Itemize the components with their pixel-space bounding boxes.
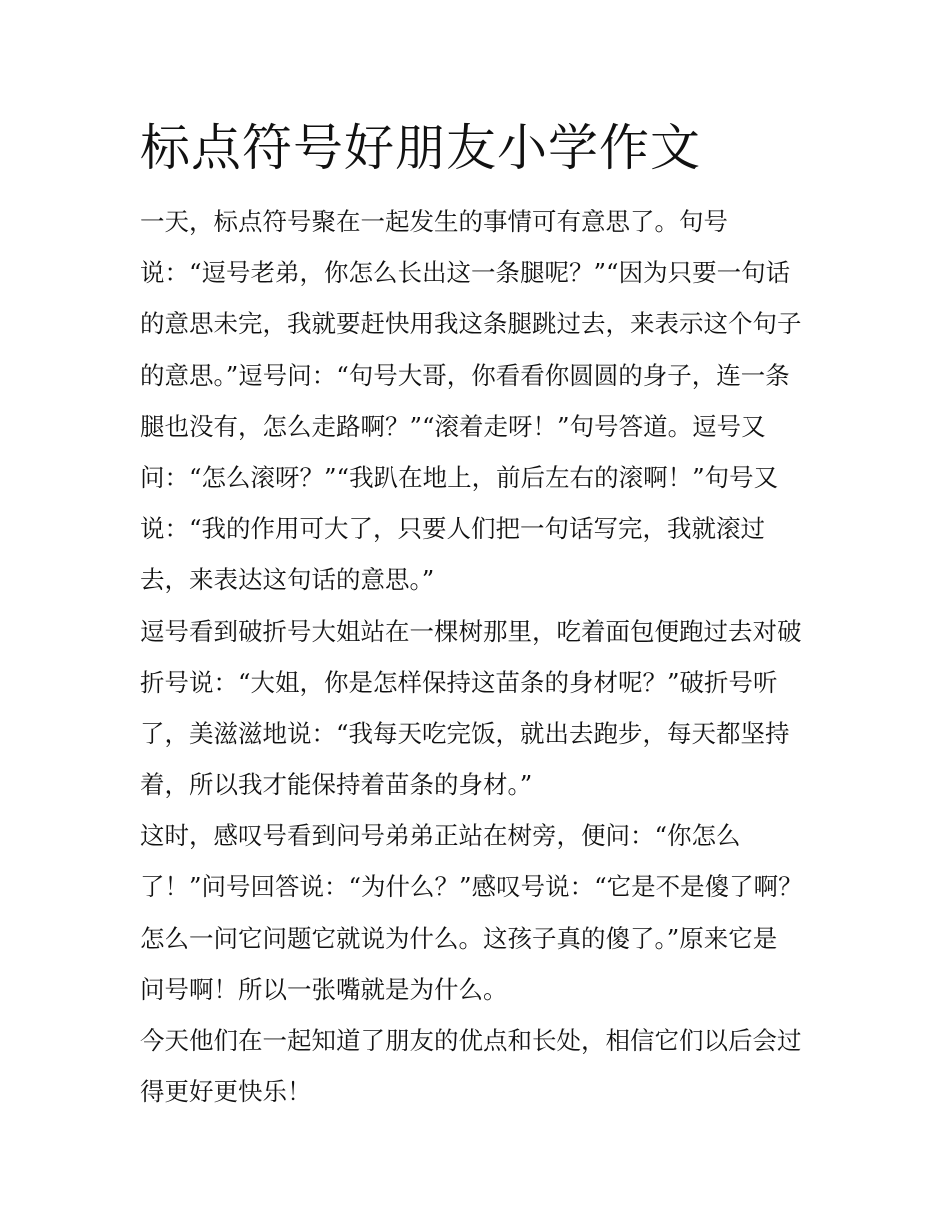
text-line: 了，美滋滋地说：“我每天吃完饭，就出去跑步，每天都坚持: [140, 718, 790, 748]
text-line: 折号说：“大姐，你是怎样保持这苗条的身材呢？”破折号听: [140, 667, 778, 697]
text-line: 得更好更快乐！: [140, 1077, 312, 1107]
text-line: 怎么一问它问题它就说为什么。这孩子真的傻了。”原来它是: [140, 923, 778, 953]
text-line: 问号啊！所以一张嘴就是为什么。: [140, 974, 508, 1004]
text-line: 的意思未完，我就要赶快用我这条腿跳过去，来表示这个句子: [140, 309, 802, 339]
text-line: 腿也没有，怎么走路啊？”“滚着走呀！”句号答道。逗号又: [140, 411, 766, 441]
document-body: [140, 196, 820, 1117]
text-line: 问：“怎么滚呀？”“我趴在地上，前后左右的滚啊！”句号又: [140, 462, 779, 492]
text-line: 说：“逗号老弟，你怎么长出这一条腿呢？”“因为只要一句话: [140, 258, 791, 288]
text-line: 这时，感叹号看到问号弟弟正站在树旁，便问：“你怎么: [140, 821, 741, 851]
text-line: 说：“我的作用可大了，只要人们把一句话写完，我就滚过: [140, 514, 766, 544]
document-title: 标点符号好朋友小学作文: [140, 119, 701, 177]
text-line: 的意思。”逗号问：“句号大哥，你看看你圆圆的身子，连一条: [140, 360, 790, 390]
text-line: 逗号看到破折号大姐站在一棵树那里，吃着面包便跑过去对破: [140, 616, 802, 646]
text-line: 去，来表达这句话的意思。”: [140, 565, 435, 595]
text-line: 了！”问号回答说：“为什么？”感叹号说：“它是不是傻了啊？: [140, 872, 803, 902]
text-line: 今天他们在一起知道了朋友的优点和长处，相信它们以后会过: [140, 1026, 802, 1055]
text-line: 着，所以我才能保持着苗条的身材。”: [140, 770, 533, 800]
text-line: 一天，标点符号聚在一起发生的事情可有意思了。句号: [140, 207, 728, 236]
